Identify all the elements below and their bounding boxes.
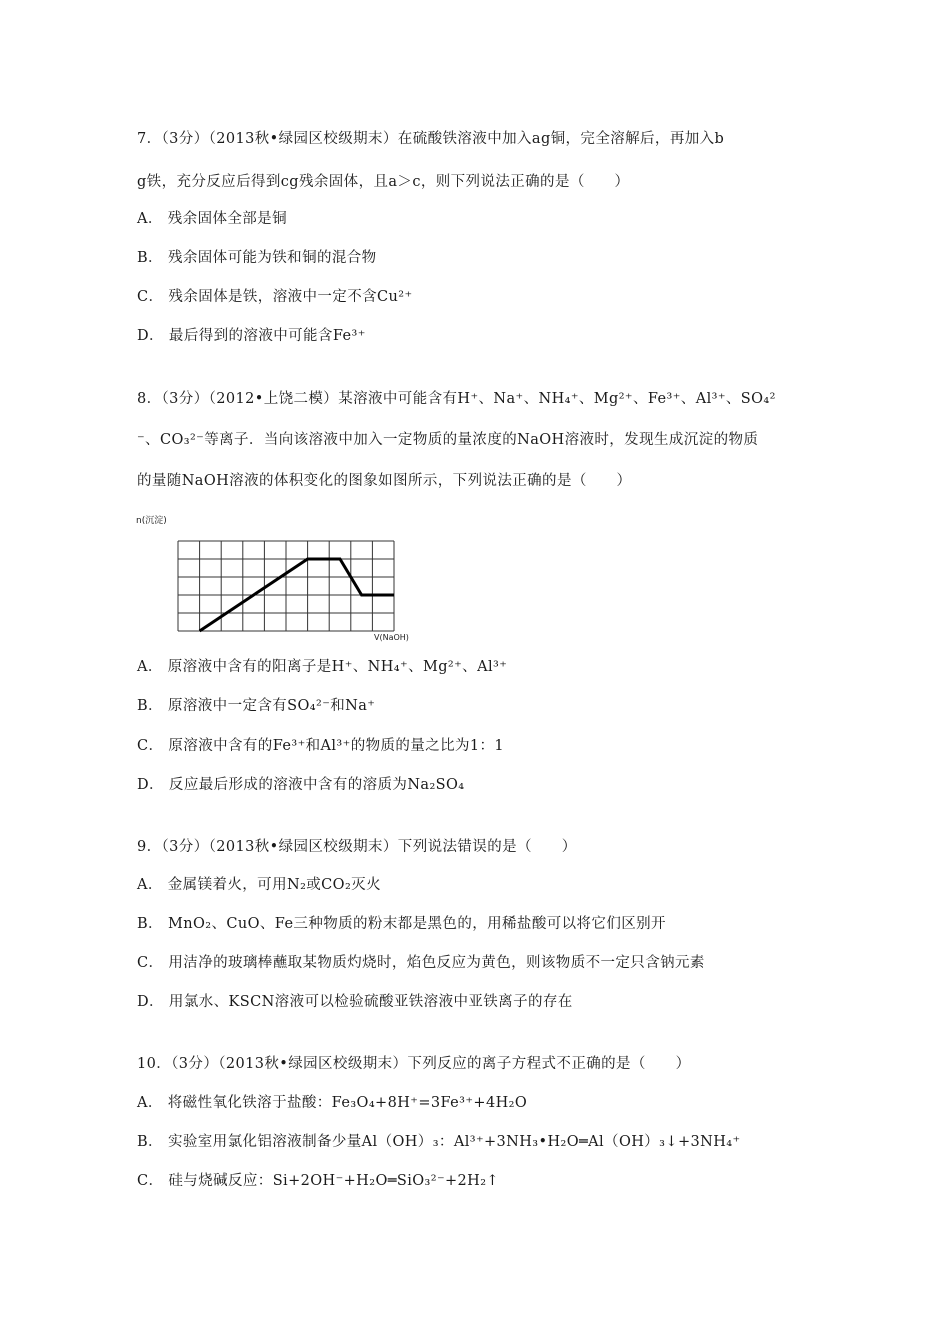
question-7-stem-line-1: 7．（3分）（2013秋•绿园区校级期末）在硫酸铁溶液中加入ag铜，完全溶解后，再加入b xyxy=(137,131,725,147)
chart-ylabel: n(沉淀) xyxy=(136,516,167,526)
question-7-option-a: A． 残余固体全部是铜 xyxy=(137,211,287,227)
question-9-option-d: D． 用氯水、KSCN溶液可以检验硫酸亚铁溶液中亚铁离子的存在 xyxy=(137,994,573,1010)
question-7-option-d: D． 最后得到的溶液中可能含Fe³⁺ xyxy=(137,328,366,344)
question-9-option-b: B． MnO₂、CuO、Fe三种物质的粉末都是黑色的，用稀盐酸可以将它们区别开 xyxy=(137,916,666,932)
question-7-option-c: C． 残余固体是铁，溶液中一定不含Cu²⁺ xyxy=(137,289,413,305)
question-8-option-b: B． 原溶液中一定含有SO₄²⁻和Na⁺ xyxy=(137,698,376,714)
question-10-option-a: A． 将磁性氧化铁溶于盐酸：Fe₃O₄+8H⁺=3Fe³⁺+4H₂O xyxy=(137,1095,528,1111)
precipitate-volume-chart xyxy=(130,505,430,645)
question-9-stem-line-1: 9．（3分）（2013秋•绿园区校级期末）下列说法错误的是（ ） xyxy=(137,839,577,855)
question-9-option-a: A． 金属镁着火，可用N₂或CO₂灭火 xyxy=(137,877,381,893)
question-10-stem-line-1: 10．（3分）（2013秋•绿园区校级期末）下列反应的离子方程式不正确的是（ ） xyxy=(137,1056,691,1072)
question-7-stem-line-2: g铁，充分反应后得到cg残余固体，且a＞c，则下列说法正确的是（ ） xyxy=(137,174,630,190)
question-8-stem-line-3: 的量随NaOH溶液的体积变化的图象如图所示，下列说法正确的是（ ） xyxy=(137,473,632,489)
question-8-option-a: A． 原溶液中含有的阳离子是H⁺、NH₄⁺、Mg²⁺、Al³⁺ xyxy=(137,659,508,675)
question-7-option-b: B． 残余固体可能为铁和铜的混合物 xyxy=(137,250,377,266)
chart-xlabel: V(NaOH) xyxy=(374,633,409,642)
chart-grid xyxy=(178,541,394,631)
question-8-option-d: D． 反应最后形成的溶液中含有的溶质为Na₂SO₄ xyxy=(137,777,465,793)
question-9-option-c: C． 用洁净的玻璃棒蘸取某物质灼烧时，焰色反应为黄色，则该物质不一定只含钠元素 xyxy=(137,955,705,971)
question-10-option-c: C． 硅与烧碱反应：Si+2OH⁻+H₂O═SiO₃²⁻+2H₂↑ xyxy=(137,1173,499,1189)
question-8-option-c: C． 原溶液中含有的Fe³⁺和Al³⁺的物质的量之比为1：1 xyxy=(137,738,505,754)
question-8-stem-line-1: 8．（3分）（2012•上饶二模）某溶液中可能含有H⁺、Na⁺、NH₄⁺、Mg²⁺、Fe³⁺、Al³⁺、SO₄² xyxy=(137,391,776,407)
question-10-option-b: B． 实验室用氯化铝溶液制备少量Al（OH）₃：Al³⁺+3NH₃•H₂O═Al（OH）₃↓+3NH₄⁺ xyxy=(137,1134,741,1150)
question-8-stem-line-2: ⁻、CO₃²⁻等离子．当向该溶液中加入一定物质的量浓度的NaOH溶液时，发现生成沉淀的物质 xyxy=(137,432,759,448)
